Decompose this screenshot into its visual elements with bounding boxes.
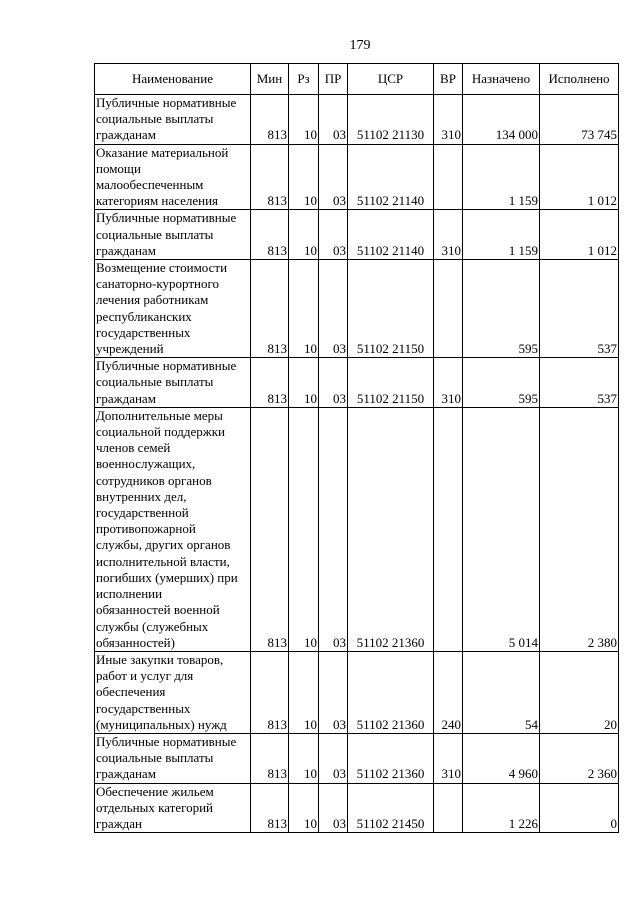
cell-rz: 10 [289, 144, 319, 210]
table-row [95, 210, 619, 260]
cell-assigned: 4 960 [463, 733, 540, 783]
cell-name-line: Публичные нормативные [96, 210, 237, 226]
cell-name-line: помощи [96, 160, 141, 176]
table-row [95, 260, 619, 358]
cell-min: 813 [251, 210, 289, 260]
table-header-row [95, 64, 619, 95]
cell-name-line: Публичные нормативные [96, 95, 237, 110]
cell-executed: 73 745 [540, 95, 619, 145]
cell-name-line: гражданам [96, 766, 156, 782]
cell-name-line: учреждений [96, 341, 164, 357]
cell-pr: 03 [319, 733, 348, 783]
cell-csr: 51102 21450 [348, 783, 434, 833]
column-header-pr: ПР [319, 64, 348, 95]
cell-rz: 10 [289, 783, 319, 833]
cell-name [95, 783, 251, 833]
cell-name-line: малообеспеченным [96, 177, 204, 193]
cell-name [95, 651, 251, 733]
cell-vr: 310 [434, 95, 463, 145]
cell-rz: 10 [289, 407, 319, 651]
cell-name-line: Возмещение стоимости [96, 260, 228, 276]
cell-name-line: социальные выплаты [96, 111, 214, 127]
page-number: 179 [349, 38, 371, 53]
cell-name-line: Иные закупки товаров, [96, 651, 224, 667]
cell-csr: 51102 21360 [348, 733, 434, 783]
cell-name-line: гражданам [96, 242, 156, 258]
cell-min: 813 [251, 144, 289, 210]
cell-executed: 20 [540, 651, 619, 733]
cell-assigned: 595 [463, 260, 540, 358]
cell-min: 813 [251, 651, 289, 733]
cell-name [95, 144, 251, 210]
cell-assigned: 134 000 [463, 95, 540, 145]
cell-vr: 310 [434, 733, 463, 783]
cell-vr [434, 783, 463, 833]
column-header-rz: Рз [289, 64, 319, 95]
cell-name-line: службы (служебных [96, 618, 209, 634]
cell-name [95, 407, 251, 651]
cell-name [95, 260, 251, 358]
cell-vr: 310 [434, 210, 463, 260]
cell-executed: 1 012 [540, 210, 619, 260]
cell-executed: 537 [540, 358, 619, 408]
cell-name-line: Публичные нормативные [96, 358, 237, 374]
cell-name-line: Публичные нормативные [96, 733, 237, 749]
cell-name-line: гражданам [96, 390, 156, 406]
cell-csr: 51102 21360 [348, 407, 434, 651]
cell-vr [434, 407, 463, 651]
cell-rz: 10 [289, 95, 319, 145]
cell-name-line: санаторно-курортного [96, 276, 219, 292]
cell-name-line: военнослужащих, [96, 456, 196, 472]
cell-pr: 03 [319, 210, 348, 260]
cell-name-line: социальные выплаты [96, 374, 214, 390]
cell-name-line: Оказание материальной [96, 144, 229, 160]
cell-assigned: 5 014 [463, 407, 540, 651]
cell-name-line: внутренних дел, [96, 488, 187, 504]
cell-name-line: лечения работникам [96, 292, 209, 308]
column-header-assigned: Назначено [463, 64, 540, 95]
cell-assigned: 595 [463, 358, 540, 408]
cell-rz: 10 [289, 358, 319, 408]
cell-name-line: обязанностей военной [96, 602, 220, 618]
cell-name-line: обязанностей) [96, 634, 175, 650]
cell-name [95, 733, 251, 783]
cell-pr: 03 [319, 358, 348, 408]
cell-name-line: государственных [96, 700, 191, 716]
cell-name-line: членов семей [96, 440, 171, 456]
cell-assigned: 1 159 [463, 144, 540, 210]
table-row [95, 407, 619, 651]
cell-pr: 03 [319, 95, 348, 145]
column-header-executed: Исполнено [540, 64, 619, 95]
cell-name-line: социальной поддержки [96, 424, 225, 440]
cell-min: 813 [251, 783, 289, 833]
table-row [95, 733, 619, 783]
cell-min: 813 [251, 260, 289, 358]
cell-executed: 1 012 [540, 144, 619, 210]
cell-csr: 51102 21150 [348, 358, 434, 408]
cell-pr: 03 [319, 144, 348, 210]
cell-vr: 240 [434, 651, 463, 733]
table-row [95, 358, 619, 408]
cell-executed: 2 360 [540, 733, 619, 783]
cell-name-line: социальные выплаты [96, 226, 214, 242]
cell-assigned: 54 [463, 651, 540, 733]
table-row [95, 783, 619, 833]
cell-executed: 2 380 [540, 407, 619, 651]
cell-vr: 310 [434, 358, 463, 408]
cell-name-line: государственной [96, 505, 189, 521]
cell-csr: 51102 21140 [348, 144, 434, 210]
table-row [95, 144, 619, 210]
cell-rz: 10 [289, 260, 319, 358]
cell-rz: 10 [289, 733, 319, 783]
table-row [95, 651, 619, 733]
cell-assigned: 1 159 [463, 210, 540, 260]
cell-assigned: 1 226 [463, 783, 540, 833]
cell-name-line: отдельных категорий [96, 799, 214, 815]
cell-name-line: республиканских [96, 308, 192, 324]
column-header-min: Мин [251, 64, 289, 95]
cell-csr: 51102 21130 [348, 95, 434, 145]
cell-csr: 51102 21140 [348, 210, 434, 260]
cell-name-line: Дополнительные меры [96, 407, 223, 423]
cell-executed: 0 [540, 783, 619, 833]
cell-name [95, 210, 251, 260]
cell-vr [434, 144, 463, 210]
cell-name-line: гражданам [96, 127, 156, 143]
cell-csr: 51102 21150 [348, 260, 434, 358]
table-row [95, 95, 619, 145]
cell-min: 813 [251, 358, 289, 408]
cell-vr [434, 260, 463, 358]
cell-rz: 10 [289, 651, 319, 733]
cell-pr: 03 [319, 651, 348, 733]
cell-min: 813 [251, 733, 289, 783]
cell-name-line: граждан [96, 815, 142, 831]
cell-name [95, 95, 251, 145]
column-header-name: Наименование [95, 64, 251, 95]
cell-executed: 537 [540, 260, 619, 358]
column-header-csr: ЦСР [348, 64, 434, 95]
cell-name-line: (муниципальных) нужд [96, 716, 227, 732]
table-body [95, 95, 619, 833]
cell-name-line: работ и услуг для [96, 668, 194, 684]
cell-pr: 03 [319, 260, 348, 358]
cell-name-line: исполнительной власти, [96, 553, 230, 569]
cell-name-line: Обеспечение жильем [96, 783, 214, 799]
budget-table [94, 63, 619, 833]
cell-name-line: погибших (умерших) при [96, 569, 238, 585]
cell-name-line: государственных [96, 324, 191, 340]
cell-rz: 10 [289, 210, 319, 260]
cell-name-line: сотрудников органов [96, 472, 212, 488]
cell-pr: 03 [319, 407, 348, 651]
cell-pr: 03 [319, 783, 348, 833]
cell-name-line: категориям населения [96, 193, 219, 209]
cell-csr: 51102 21360 [348, 651, 434, 733]
cell-name-line: обеспечения [96, 684, 166, 700]
cell-min: 813 [251, 95, 289, 145]
cell-min: 813 [251, 407, 289, 651]
cell-name-line: социальные выплаты [96, 750, 214, 766]
cell-name-line: противопожарной [96, 521, 196, 537]
cell-name [95, 358, 251, 408]
cell-name-line: исполнении [96, 586, 163, 602]
cell-name-line: службы, других органов [96, 537, 231, 553]
column-header-vr: ВР [434, 64, 463, 95]
